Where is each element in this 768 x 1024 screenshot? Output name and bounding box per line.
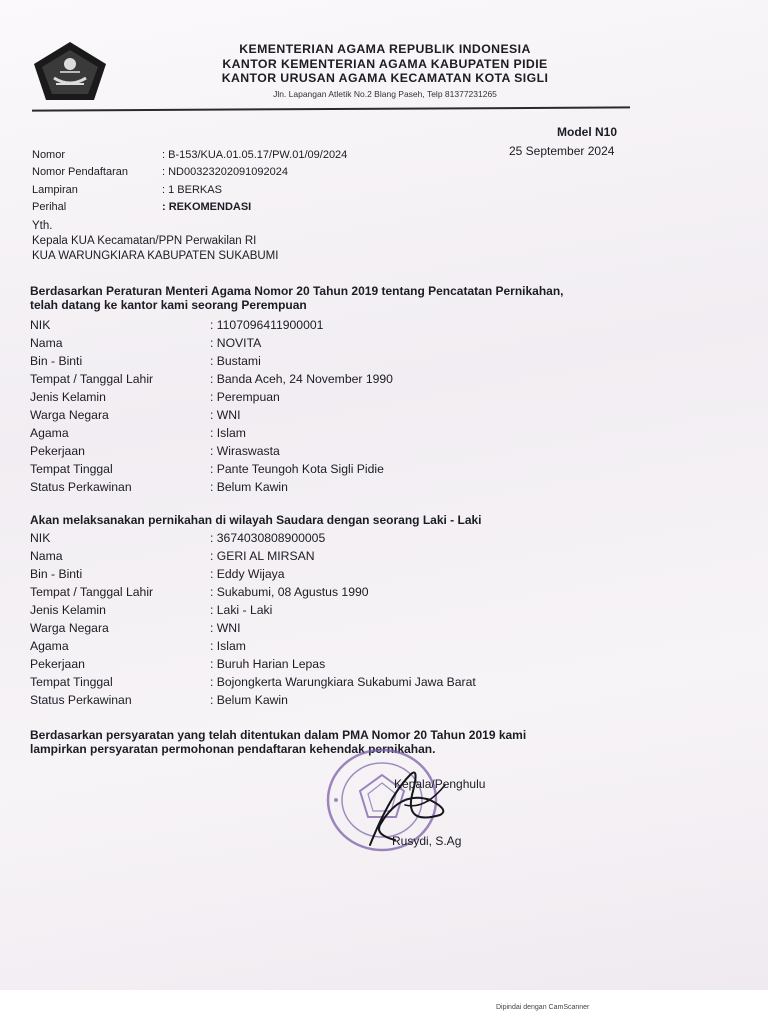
intro-line-1: Berdasarkan Peraturan Menteri Agama Nomor 20 Tahun 2019 tentang Pencatatan Pernikahan, bbox=[30, 284, 564, 298]
groom-intro-paragraph: Akan melaksanakan pernikahan di wilayah Saudara dengan seorang Laki - Laki bbox=[30, 513, 482, 527]
identity-label: Bin - Binti bbox=[30, 354, 83, 368]
identity-label: Pekerjaan bbox=[30, 657, 85, 671]
meta-label: Lampiran bbox=[32, 183, 78, 196]
recipient-line-2: KUA WARUNGKIARA KABUPATEN SUKABUMI bbox=[32, 250, 279, 262]
intro-line-2: telah datang ke kantor kami seorang Perempuan bbox=[30, 298, 307, 312]
meta-value: : REKOMENDASI bbox=[162, 201, 252, 214]
identity-row bbox=[30, 619, 476, 637]
ministry-emblem-icon bbox=[30, 38, 110, 104]
groom-identity bbox=[30, 529, 476, 709]
scanner-watermark: Dipindai dengan CamScanner bbox=[496, 1004, 590, 1011]
identity-row bbox=[30, 406, 393, 424]
recipient-salutation: Yth. bbox=[32, 220, 53, 232]
identity-label: Pekerjaan bbox=[30, 444, 85, 458]
identity-label: Jenis Kelamin bbox=[30, 603, 106, 617]
meta-value: : ND00323202091092024 bbox=[162, 166, 289, 179]
letterhead bbox=[130, 42, 640, 99]
meta-value: : 1 BERKAS bbox=[162, 183, 222, 196]
identity-value: : WNI bbox=[210, 408, 241, 422]
identity-value: : Perempuan bbox=[210, 390, 280, 404]
identity-value: : WNI bbox=[210, 621, 241, 635]
intro-paragraph bbox=[30, 284, 640, 312]
identity-row bbox=[30, 673, 476, 691]
identity-label: Status Perkawinan bbox=[30, 480, 132, 494]
identity-row bbox=[30, 370, 393, 388]
identity-row bbox=[30, 316, 393, 334]
letterhead-line-1: KEMENTERIAN AGAMA REPUBLIK INDONESIA bbox=[239, 42, 531, 56]
identity-value: : NOVITA bbox=[210, 336, 262, 350]
identity-value: : Banda Aceh, 24 November 1990 bbox=[210, 372, 393, 386]
identity-row bbox=[30, 460, 393, 478]
identity-value: : 1107096411900001 bbox=[210, 318, 324, 332]
identity-label: Nama bbox=[30, 549, 63, 563]
identity-row bbox=[30, 601, 476, 619]
meta-row bbox=[32, 181, 347, 199]
identity-label: Tempat Tinggal bbox=[30, 675, 113, 689]
identity-label: Tempat / Tanggal Lahir bbox=[30, 585, 154, 599]
identity-value: : Islam bbox=[210, 639, 246, 653]
identity-row bbox=[30, 565, 476, 583]
letterhead-line-2: KANTOR KEMENTERIAN AGAMA KABUPATEN PIDIE bbox=[222, 56, 548, 71]
letter-date: 25 September 2024 bbox=[509, 144, 615, 158]
identity-value: : Belum Kawin bbox=[210, 480, 288, 494]
meta-row bbox=[32, 146, 347, 164]
identity-row bbox=[30, 637, 476, 655]
identity-label: Warga Negara bbox=[30, 621, 109, 635]
signatory-title: Kepala/Penghulu bbox=[394, 777, 486, 791]
meta-value: : B-153/KUA.01.05.17/PW.01/09/2024 bbox=[162, 148, 348, 161]
recipient-block bbox=[32, 219, 278, 264]
identity-label: Status Perkawinan bbox=[30, 693, 132, 707]
identity-row bbox=[30, 478, 393, 496]
identity-label: Warga Negara bbox=[30, 408, 109, 422]
closing-line-2: lampirkan persyaratan permohonan pendaftaran kehendak pernikahan. bbox=[30, 742, 436, 756]
signatory-name: Rusydi, S.Ag bbox=[392, 834, 462, 848]
meta-row bbox=[32, 199, 347, 217]
identity-row bbox=[30, 442, 393, 460]
letterhead-line-3: KANTOR URUSAN AGAMA KECAMATAN KOTA SIGLI bbox=[221, 71, 549, 85]
identity-value: : Laki - Laki bbox=[210, 603, 273, 617]
identity-row bbox=[30, 352, 393, 370]
identity-label: Tempat Tinggal bbox=[30, 462, 113, 476]
meta-label: Perihal bbox=[32, 201, 67, 214]
meta-label: Nomor bbox=[32, 148, 66, 161]
form-model: Model N10 bbox=[557, 125, 618, 139]
meta-row bbox=[32, 164, 347, 182]
identity-label: Bin - Binti bbox=[30, 567, 83, 581]
identity-row bbox=[30, 424, 393, 442]
identity-value: : Belum Kawin bbox=[210, 693, 288, 707]
identity-row bbox=[30, 334, 393, 352]
identity-value: : Eddy Wijaya bbox=[210, 567, 285, 581]
meta-label: Nomor Pendaftaran bbox=[32, 166, 128, 179]
identity-value: : 3674030808900005 bbox=[210, 531, 326, 545]
letterhead-address: Jln. Lapangan Atletik No.2 Blang Paseh, Telp 81377231265 bbox=[273, 88, 497, 99]
identity-row bbox=[30, 583, 476, 601]
identity-value: : Buruh Harian Lepas bbox=[210, 657, 326, 671]
letter-meta bbox=[32, 146, 347, 216]
bride-identity bbox=[30, 316, 393, 496]
recipient-line-1: Kepala KUA Kecamatan/PPN Perwakilan RI bbox=[32, 235, 257, 247]
identity-value: : Pante Teungoh Kota Sigli Pidie bbox=[210, 462, 384, 476]
identity-row bbox=[30, 547, 476, 565]
identity-label: NIK bbox=[30, 318, 51, 332]
scan-footer bbox=[0, 990, 768, 1024]
identity-row bbox=[30, 388, 393, 406]
identity-label: Agama bbox=[30, 426, 69, 440]
identity-label: Tempat / Tanggal Lahir bbox=[30, 372, 154, 386]
identity-label: NIK bbox=[30, 531, 51, 545]
identity-label: Agama bbox=[30, 639, 69, 653]
identity-label: Jenis Kelamin bbox=[30, 390, 106, 404]
identity-row bbox=[30, 529, 476, 547]
identity-row bbox=[30, 691, 476, 709]
identity-value: : GERI AL MIRSAN bbox=[210, 549, 315, 563]
identity-value: : Islam bbox=[210, 426, 246, 440]
identity-row bbox=[30, 655, 476, 673]
closing-paragraph bbox=[30, 728, 590, 756]
identity-value: : Sukabumi, 08 Agustus 1990 bbox=[210, 585, 369, 599]
identity-value: : Bojongkerta Warungkiara Sukabumi Jawa Barat bbox=[210, 675, 476, 689]
identity-label: Nama bbox=[30, 336, 63, 350]
identity-value: : Wiraswasta bbox=[210, 444, 280, 458]
closing-line-1: Berdasarkan persyaratan yang telah ditentukan dalam PMA Nomor 20 Tahun 2019 kami bbox=[30, 728, 527, 742]
identity-value: : Bustami bbox=[210, 354, 261, 368]
